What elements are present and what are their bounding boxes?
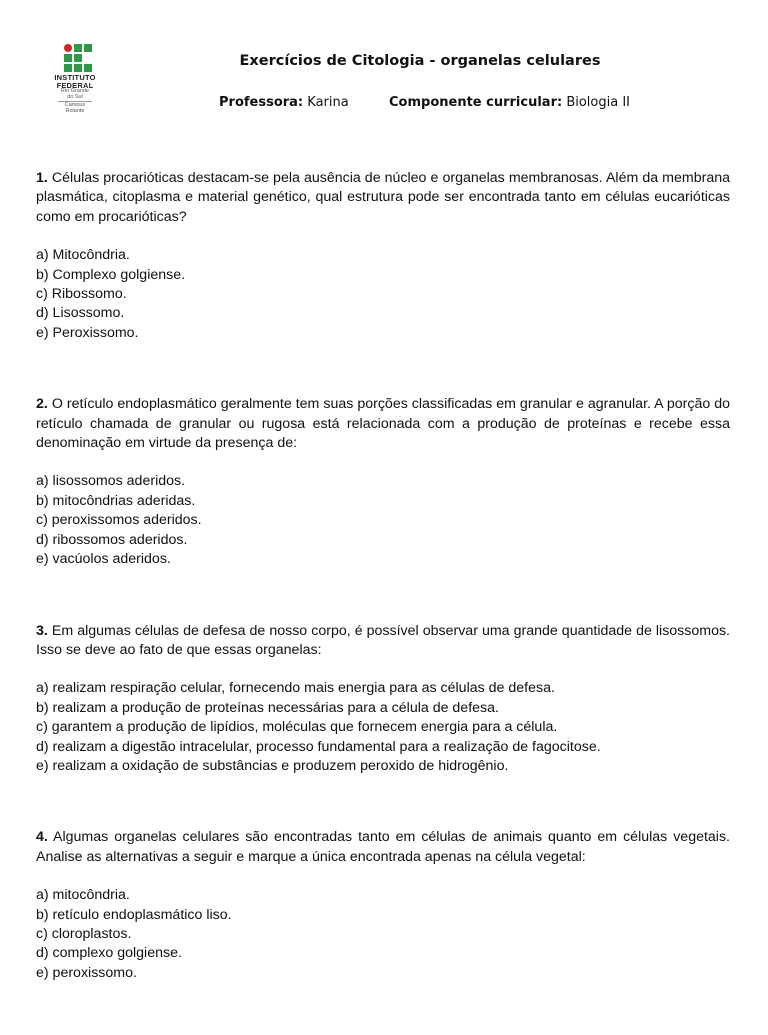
question-4 bbox=[36, 828, 730, 983]
option-a: a) mitocôndria. bbox=[36, 887, 130, 904]
logo-text: INSTITUTO FEDERAL Rio Grande do Sul Campus Rolante bbox=[54, 73, 96, 114]
teacher-info bbox=[219, 95, 349, 110]
course-value: Biologia II bbox=[562, 95, 630, 110]
course-label: Componente curricular: bbox=[389, 95, 563, 110]
institute-logo bbox=[40, 40, 110, 122]
question-stem bbox=[36, 169, 730, 227]
option-a: a) realizam respiração celular, fornecendo mais energia para as células de defesa. bbox=[36, 680, 555, 697]
option-e: e) peroxissomo. bbox=[36, 964, 137, 981]
option-d: d) complexo golgiense. bbox=[36, 945, 182, 962]
question-2 bbox=[36, 395, 730, 569]
question-number: 4. bbox=[36, 829, 48, 846]
question-3 bbox=[36, 622, 730, 777]
option-c: c) cloroplastos. bbox=[36, 925, 132, 942]
option-c: c) Ribossomo. bbox=[36, 286, 127, 303]
question-stem bbox=[36, 622, 730, 661]
question-1 bbox=[36, 169, 730, 343]
question-text: O retículo endoplasmático geralmente tem suas porções classificadas em granular e agranular. A porção do retículo chamada de granular ou rugosa está relacionada com a produção de proteínas e recebe essa denominação em virtude da presença de: bbox=[36, 396, 730, 452]
page-title: Exercícios de Citologia - organelas celulares bbox=[239, 53, 601, 69]
teacher-value: Karina bbox=[303, 95, 349, 110]
question-number: 3. bbox=[36, 622, 48, 639]
option-c: c) garantem a produção de lipídios, moléculas que fornecem energia para a célula. bbox=[36, 719, 558, 736]
option-e: e) Peroxissomo. bbox=[36, 324, 139, 341]
option-d: d) Lisossomo. bbox=[36, 305, 125, 322]
option-d: d) ribossomos aderidos. bbox=[36, 531, 188, 548]
option-b: b) retículo endoplasmático liso. bbox=[36, 906, 232, 923]
option-a: a) lisossomos aderidos. bbox=[36, 473, 186, 490]
question-stem bbox=[36, 828, 730, 867]
course-info bbox=[389, 95, 630, 110]
logo-icon bbox=[64, 44, 92, 72]
option-b: b) mitocôndrias aderidas. bbox=[36, 492, 196, 509]
option-b: b) realizam a produção de proteínas necessárias para a célula de defesa. bbox=[36, 699, 499, 716]
question-text: Algumas organelas celulares são encontradas tanto em células de animais quanto em células vegetais. Analise as alternativas a seguir e marque a única encontrada apenas na célula vegetal: bbox=[36, 829, 730, 865]
question-number: 2. bbox=[36, 396, 48, 413]
option-b: b) Complexo golgiense. bbox=[36, 266, 186, 283]
option-c: c) peroxissomos aderidos. bbox=[36, 512, 202, 529]
question-text: Células procarióticas destacam-se pela ausência de núcleo e organelas membranosas. Além da membrana plasmática, citoplasma e material genético, qual estrutura pode ser encontrada tanto em células eucarióticas como em procarióticas? bbox=[36, 170, 730, 225]
teacher-label: Professora: bbox=[219, 95, 304, 110]
question-number: 1. bbox=[36, 170, 48, 186]
question-stem bbox=[36, 395, 730, 453]
option-e: e) vacúolos aderidos. bbox=[36, 551, 171, 568]
question-list bbox=[36, 169, 730, 1035]
question-text: Em algumas células de defesa de nosso corpo, é possível observar uma grande quantidade de lisossomos. Isso se deve ao fato de que essas organelas: bbox=[36, 622, 730, 658]
option-d: d) realizam a digestão intracelular, processo fundamental para a realização de fagocitose. bbox=[36, 738, 601, 755]
option-e: e) realizam a oxidação de substâncias e produzem peroxido de hidrogênio. bbox=[36, 757, 509, 774]
option-a: a) Mitocôndria. bbox=[36, 247, 130, 264]
